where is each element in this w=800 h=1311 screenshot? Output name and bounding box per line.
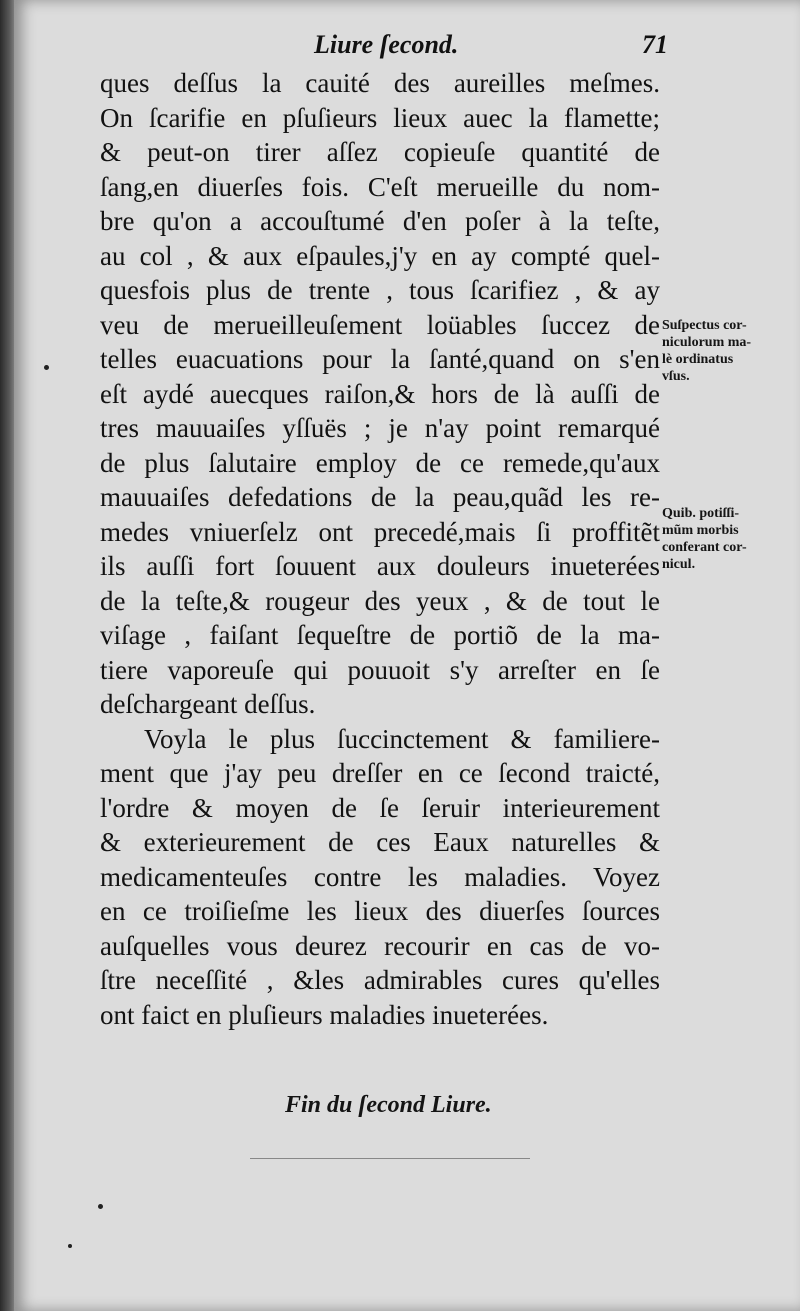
text-line: veu de merueilleuſement loüables ſuccez de — [100, 309, 660, 340]
margin-note-line: nicul. — [662, 557, 696, 572]
text-line: tiere vaporeuſe qui pouuoit s'y arreſter en ſe — [100, 654, 660, 685]
text-line: auſquelles vous deurez recourir en cas de vo- — [100, 930, 660, 961]
page-number: 71 — [642, 30, 668, 59]
main-text — [100, 66, 660, 1032]
text-line: viſage , faiſant ſequeſtre de portiõ de la ma- — [100, 620, 660, 650]
text-line: ment que j'ay peu dreſſer en ce ſecond traicté, — [100, 758, 660, 788]
text-line: & exterieurement de ces Eaux naturelles & — [100, 827, 660, 857]
text-line: eſt aydé auecques raiſon,& hors de là auſſi de — [100, 378, 660, 409]
margin-note-line: Quib. potiſſi- — [662, 506, 740, 521]
text-line: medes vniuerſelz ont precedé,mais ſi proffitẽt — [100, 516, 660, 547]
margin-note-suspectus — [662, 317, 792, 385]
text-line: ont faict en pluſieurs maladies inueterées. — [100, 999, 549, 1030]
text-line: tres mauuaiſes yſſuës ; je n'ay point remarqué — [100, 413, 660, 443]
margin-note-line: vſus. — [662, 369, 690, 384]
margin-note-line: Suſpectus cor- — [662, 318, 747, 333]
text-line: medicamenteuſes contre les maladies. Voyez — [100, 861, 660, 892]
text-line: au col , & aux eſpaules,j'y en ay compté quel- — [100, 240, 660, 271]
running-title: Liure ſecond. — [314, 30, 459, 59]
text-line: mauuaiſes defedations de la peau,quãd les re- — [100, 482, 660, 512]
text-line: deſchargeant deſſus. — [100, 689, 316, 719]
text-line: telles euacuations pour la ſanté,quand on s'en — [100, 344, 660, 374]
ink-speck — [68, 1244, 72, 1248]
text-line: ſang,en diuerſes fois. C'eſt merueille du nom- — [100, 171, 660, 202]
ink-speck — [98, 1204, 103, 1209]
closing-rule — [250, 1158, 530, 1159]
margin-note-quib-potissimum — [662, 505, 792, 573]
text-line: de plus ſalutaire employ de ce remede,qu'aux — [100, 447, 660, 478]
margin-note-line: mũm morbis — [662, 523, 739, 538]
text-line: en ce troiſieſme les lieux des diuerſes ſources — [100, 896, 660, 926]
running-head — [314, 30, 674, 70]
margin-note-line: niculorum ma- — [662, 335, 752, 350]
text-line: bre qu'on a accouſtumé d'en poſer à la teſte, — [100, 206, 660, 236]
text-line: quesfois plus de trente , tous ſcarifiez , & ay — [100, 275, 660, 305]
text-line: On ſcarifie en pſuſieurs lieux auec la flamette; — [100, 102, 660, 133]
text-line: Voyla le plus ſuccinctement & familiere- — [144, 723, 660, 754]
text-line: l'ordre & moyen de ſe ſeruir interieurement — [100, 792, 660, 823]
text-line: ques deſſus la cauité des aureilles meſmes. — [100, 68, 660, 98]
end-of-book-colophon: Fin du ſecond Liure. — [285, 1092, 492, 1118]
margin-note-line: conferant cor- — [662, 540, 747, 555]
text-line: ils auſſi fort ſouuent aux douleurs inueterées — [100, 551, 660, 581]
text-line: & peut-on tirer aſſez copieuſe quantité de — [100, 137, 660, 167]
text-line: de la teſte,& rougeur des yeux , & de tout le — [100, 585, 660, 616]
ink-speck — [44, 365, 49, 370]
text-line: ſtre neceſſité , &les admirables cures qu'elles — [100, 965, 660, 995]
margin-note-line: lè ordinatus — [662, 352, 734, 367]
